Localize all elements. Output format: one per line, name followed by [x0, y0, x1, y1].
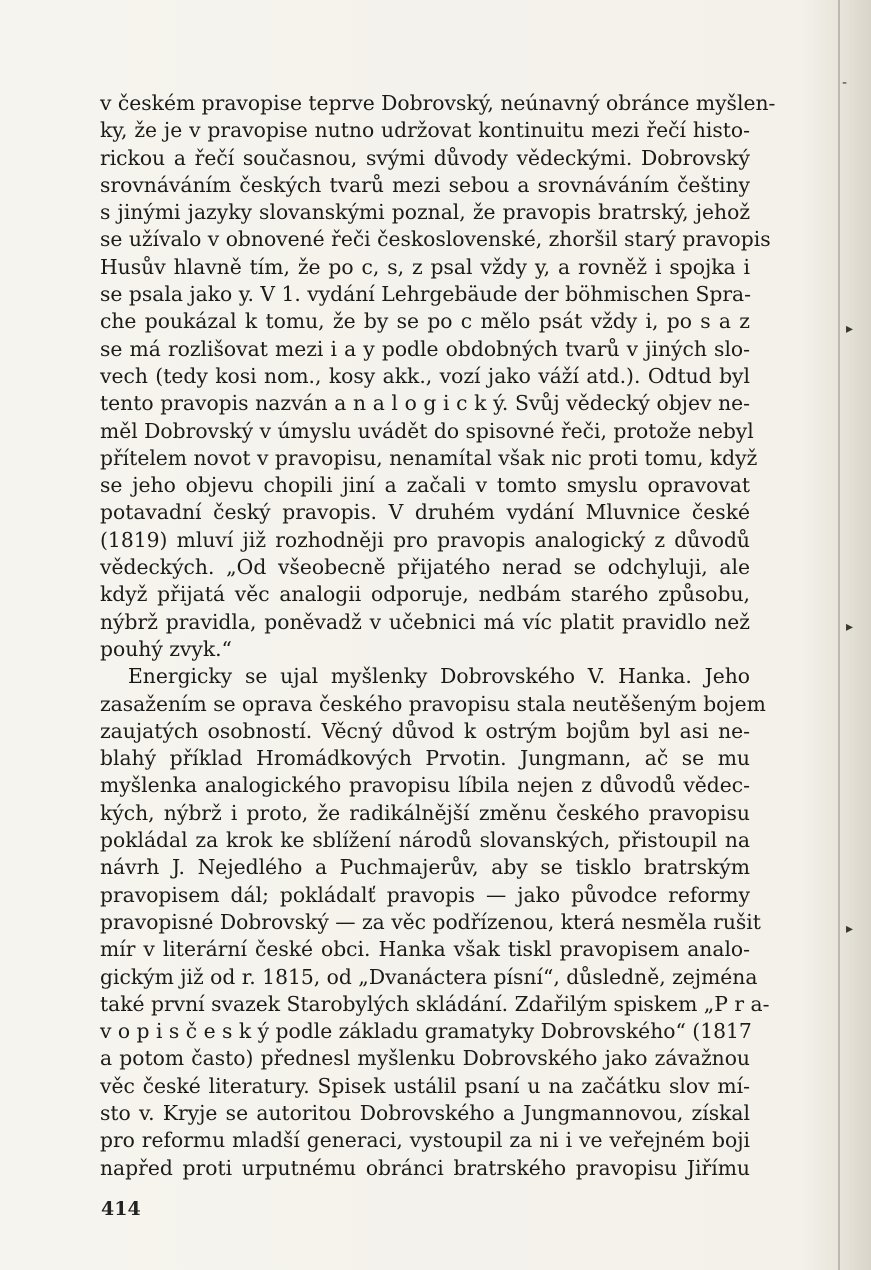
paragraph-start-line: Energicky se ujal myšlenky Dobrovského V. Hanka. Jeho	[128, 664, 750, 689]
text-line: che poukázal k tomu, že by se po c mělo psát vždy i, po s a z	[100, 309, 750, 334]
gutter-mark-icon: ▸	[846, 619, 854, 635]
text-line: srovnáváním českých tvarů mezi sebou a srovnáváním češtiny	[100, 172, 750, 197]
text-line: pravopisem dál; pokládalť pravopis — jako původce reformy	[100, 882, 750, 907]
page-gutter	[838, 0, 840, 1270]
text-line: když přijatá věc analogii odporuje, nedbám starého způsobu,	[100, 582, 750, 607]
text-line: pouhý zvyk.“	[100, 636, 232, 661]
text-line: vědeckých. „Od všeobecně přijatého nerad se odchyluji, ale	[100, 555, 750, 580]
body-text	[100, 90, 776, 1182]
text-line: a potom často) přednesl myšlenku Dobrovského jako závažnou	[100, 1046, 750, 1071]
text-line: tento pravopis nazván a n a l o g i c k ý. Svůj vědecký objev ne-	[100, 391, 750, 416]
page-number: 414	[101, 1198, 141, 1220]
text-line: se má rozlišovat mezi i a y podle obdobných tvarů v jiných slo-	[100, 336, 750, 361]
text-line: se jeho objevu chopili jiní a začali v tomto smyslu opravovat	[100, 473, 750, 498]
text-line: pravopisné Dobrovský — za věc podřízenou, která nesměla rušit	[100, 909, 761, 934]
text-line: v českém pravopise teprve Dobrovský, neúnavný obránce myšlen-	[100, 91, 776, 115]
text-line: potavadní český pravopis. V druhém vydání Mluvnice české	[100, 500, 750, 525]
text-line: pokládal za krok ke sblížení národů slovanských, přistoupil na	[100, 828, 750, 853]
text-line: blahý příklad Hromádkových Prvotin. Jungmann, ač se mu	[100, 746, 750, 771]
text-line: myšlenka analogického pravopisu líbila nejen z důvodů vědec-	[100, 773, 750, 798]
text-line: se psala jako y. V 1. vydání Lehrgebäude der böhmischen Spra-	[100, 282, 751, 307]
text-line: sto v. Kryje se autoritou Dobrovského a Jungmannovou, získal	[100, 1100, 750, 1125]
text-line: Husův hlavně tím, že po c, s, z psal vždy y, a rovněž i spojka i	[100, 254, 750, 279]
text-line: gickým již od r. 1815, od „Dvanáctera písní“, důsledně, zejména	[100, 964, 758, 989]
text-line: přítelem novot v pravopisu, nenamítal však nic proti tomu, když	[100, 445, 758, 470]
text-line: ky, že je v pravopise nutno udržovat kontinuitu mezi řečí histo-	[100, 118, 750, 143]
text-line: v o p i s č e s k ý podle základu gramatyky Dobrovského“ (1817	[100, 1019, 752, 1044]
text-line: také první svazek Starobylých skládání. Zdařilým spiskem „P r a-	[100, 991, 770, 1016]
gutter-mark-icon: ▸	[846, 921, 854, 937]
text-line: věc české literatury. Spisek ustálil psaní u na začátku slov mí-	[100, 1073, 750, 1098]
text-line: nýbrž pravidla, poněvadž v učebnici má víc platit pravidlo než	[100, 609, 750, 634]
text-line: s jinými jazyky slovanskými poznal, že pravopis bratrský, jehož	[100, 200, 750, 225]
text-line: mír v literární české obci. Hanka však tiskl pravopisem analo-	[100, 937, 750, 962]
gutter-mark-icon: ▸	[846, 321, 854, 337]
text-line: se užívalo v obnovené řeči československé, zhoršil starý pravopis	[100, 227, 771, 252]
text-line: návrh J. Nejedlého a Puchmajerův, aby se tisklo bratrským	[100, 855, 750, 880]
text-line: napřed proti urputnému obránci bratrského pravopisu Jiřímu	[100, 1155, 750, 1180]
text-line: měl Dobrovský v úmyslu uvádět do spisovné řeči, protože nebyl	[100, 418, 754, 443]
text-line: zaujatých osobností. Věcný důvod k ostrým bojům byl asi ne-	[100, 718, 750, 743]
text-line: rickou a řečí současnou, svými důvody vědeckými. Dobrovský	[100, 145, 750, 170]
text-line: pro reformu mladší generaci, vystoupil za ni i ve veřejném boji	[100, 1128, 750, 1153]
gutter-mark-icon: -	[842, 75, 848, 91]
text-line: zasažením se oprava českého pravopisu stala neutěšeným bojem	[100, 691, 766, 716]
text-line: kých, nýbrž i proto, že radikálnější změnu českého pravopisu	[100, 800, 750, 825]
text-line: (1819) mluví již rozhodněji pro pravopis analogický z důvodů	[100, 527, 750, 552]
text-line: vech (tedy kosi nom., kosy akk., vozí jako váží atd.). Odtud byl	[100, 363, 750, 388]
